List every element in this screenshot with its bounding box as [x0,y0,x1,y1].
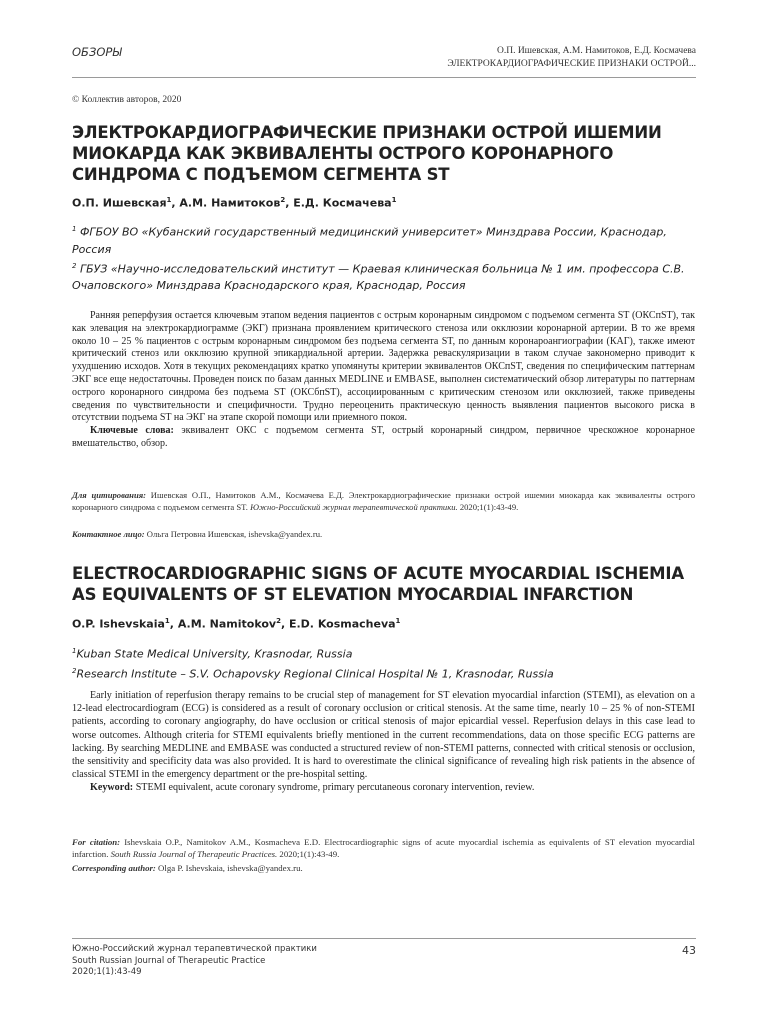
citation-text: Ишевская О.П., Намитоков А.М., Космачева Е.Д. Электрокардиографические признаки острой ишемии миокарда как эквиваленты острого коронарного синдрома с подъемом сегмента ST. [72,490,695,512]
page-number: 43 [682,944,696,957]
affiliations-ru [72,221,692,294]
footer-journal-en: South Russian Journal of Therapeutic Practice [72,955,266,966]
keywords-ru [72,425,695,451]
keywords-text: эквивалент ОКС с подъемом сегмента ST, острый коронарный синдром, первичное чрескожное коронарное вмешательство, обзор. [72,425,695,449]
author-sep: , [285,196,294,210]
author-sup: 2 [280,196,286,204]
affiliation-sup: 2 [72,666,77,675]
title-en: ELECTROCARDIOGRAPHIC SIGNS OF ACUTE MYOCARDIAL ISCHEMIA AS EQUIVALENTS OF ST ELEVATION MYOCARDIAL INFARCTION [72,564,684,604]
author-sup: 1 [166,196,172,204]
footer-journal-ru: Южно-Российский журнал терапевтической практики [72,944,317,954]
citation-label: For citation: [72,837,121,847]
affiliation [72,663,692,683]
footer-issue: 2020;1(1):43-49 [72,967,142,977]
contact-label: Контактное лицо: [72,529,145,539]
contact-ru [72,528,695,540]
affiliation-text: ГБУЗ «Научно-исследовательский институт — Краевая клиническая больница № 1 им. профессора С.В. Очаповского» Минздрава Краснодарского края, Краснодар, Россия [72,262,685,293]
citation-tail: 2020;1(1):43-49. [457,502,519,512]
author-sup: 1 [164,617,170,625]
author-name: O.P. Ishevskaia [72,617,165,631]
affiliation-text: Research Institute – S.V. Ochapovsky Regional Clinical Hospital № 1, Krasnodar, Russia [76,667,554,681]
citation-label: Для цитирования: [72,490,147,500]
keywords-label: Ключевые слова: [90,425,174,437]
running-header [447,45,696,71]
running-header-authors: О.П. Ишевская, А.М. Намитоков, Е.Д. Космачева [496,46,696,56]
affiliation [72,258,692,295]
contact-text: Ольга Петровна Ишевская, ishevska@yandex.ru. [144,529,323,539]
citation-tail: 2020;1(1):43-49. [277,849,340,859]
author-sep: , [280,617,289,631]
keywords-text: STEMI equivalent, acute coronary syndrome, primary percutaneous coronary intervention, review. [133,782,535,794]
author-sep: , [171,196,180,210]
citation-journal: South Russia Journal of Therapeutic Practices. [110,849,278,859]
contact-text: Olga P. Ishevskaia, ishevska@yandex.ru. [155,863,303,873]
author-name: A.M. Namitokov [177,617,277,631]
author-sep: , [169,617,178,631]
running-header-title: ЭЛЕКТРОКАРДИОГРАФИЧЕСКИЕ ПРИЗНАКИ ОСТРОЙ... [447,59,696,69]
affiliation-sup: 2 [72,261,77,270]
section-label: ОБЗОРЫ [72,45,122,59]
footer-divider [72,938,696,939]
abstract-ru [72,310,695,451]
affiliation-text: Kuban State Medical University, Krasnodar, Russia [76,647,353,661]
affiliation [72,643,692,663]
author-name: Е.Д. Космачева [293,196,392,210]
citation-ru [72,489,695,513]
header-divider [72,77,696,78]
affiliation-text: ФГБОУ ВО «Кубанский государственный медицинский университет» Минздрава России, Краснодар, Россия [72,225,667,256]
copyright-line: © Коллектив авторов, 2020 [72,95,182,105]
author-name: О.П. Ишевская [72,196,167,210]
contact-en [72,862,695,874]
author-sup: 1 [395,617,401,625]
citation-journal: Южно-Российский журнал терапевтической практики. [250,502,458,512]
abstract-en [72,689,695,795]
footer-journal [72,944,317,979]
abstract-text: Ранняя реперфузия остается ключевым этапом ведения пациентов с острым коронарным синдромом с подъемом сегмента ST (ОКСпST), так как элевация на электрокардиограмме (ЭКГ) признана проявлением критического стеноза или окклюзии коронарной артерии. В то же время около 10 – 25 % пациентов с острым коронарным синдромом без подъема сегмента ST, по данным коронароангиографии (КАГ), также имеют критический стеноз или окклюзию крупной эпикардиальной артерии. Задержка реваскуляризации в таком случае закономерно приводит к ухудшению исходов. Хотя в текущих рекомендациях кратко упомянуты критерии эквивалентов ОКСпST, сведения по специфическим паттернам ЭКГ все еще недостаточны. Проведен поиск по базам данных MEDLINE и EMBASE, выполнен систематический обзор литературы по паттернам острого коронарного синдрома без подъема ST (ОКСбпST), ассоциированным с критическим стенозом или окклюзией, также приведены сведения по чувствительности и специфичности. Трудно переоценить практическую ценность выявления пациентов высокого риска в отсутствии подъема ST на ЭКГ на этапе скорой помощи или приемного покоя. [72,310,695,424]
author-sup: 2 [276,617,281,625]
abstract-text: Early initiation of reperfusion therapy remains to be crucial step of management for ST elevation myocardial infarction (STEMI), as elevation on a 12-lead electrocardiogram (ECG) is considered as a result of coronary occlusion or critical stenosis. At the same time, nearly 10 – 25 % of non-STEMI patients, according to coronary angiography, do have occlusion or critical stenosis of major epicardial vessel. Reperfusion delays in this case lead to worse outcomes. Although criteria for STEMI equivalents briefly mentioned in the current recommendations, data on those specific ECG patterns are lacking. By searching MEDLINE and EMBASE was conducted a structured review of non-STEMI patterns, connected with critical stenosis or occlusion, the sensitivity and specificity data was also provided. It is hard to overestimate the clinical significance of revealing high risk patients in the absence of classical STEMI in the emergency department or the pre-hospital setting. [72,690,695,781]
author-name: E.D. Kosmacheva [288,617,396,631]
authors-en [72,617,400,631]
authors-ru [72,196,396,210]
affiliation-sup: 1 [72,225,77,233]
contact-label: Corresponding author: [72,863,156,873]
affiliations-en [72,643,692,682]
affiliation-sup: 1 [72,647,77,655]
author-name: А.М. Намитоков [179,196,281,210]
keywords-label: Keyword: [90,782,134,794]
citation-en [72,836,695,860]
author-sup: 1 [391,196,397,204]
title-ru: ЭЛЕКТРОКАРДИОГРАФИЧЕСКИЕ ПРИЗНАКИ ОСТРОЙ ИШЕМИИ МИОКАРДА КАК ЭКВИВАЛЕНТЫ ОСТРОГО КОРОНАРНОГО СИНДРОМА С ПОДЪЕМОМ СЕГМЕНТА ST [72,123,662,184]
affiliation [72,221,692,258]
citation-text: Ishevskaia O.P., Namitokov A.M., Kosmacheva E.D. Electrocardiographic signs of acute myocardial ischemia as equivalents of ST elevation myocardial infarction. [72,837,695,859]
keywords-en [72,781,695,794]
